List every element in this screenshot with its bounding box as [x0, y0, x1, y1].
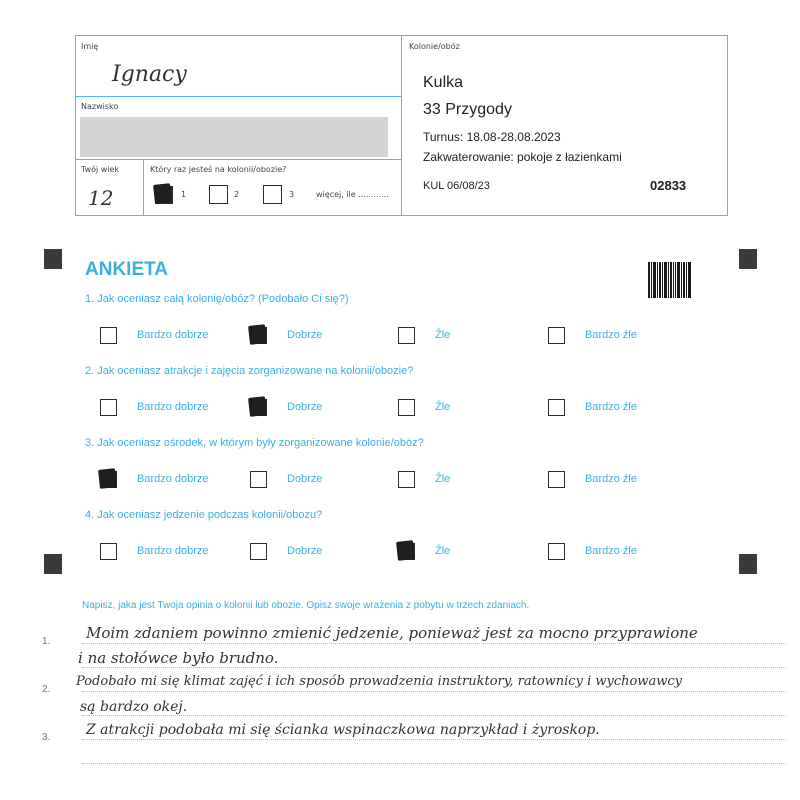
question-1-checkbox-3[interactable] [398, 327, 415, 344]
question-2-checkbox-3[interactable] [398, 399, 415, 416]
alignment-marker-bottom-left [44, 554, 62, 574]
question-3-option-3: Źle [435, 473, 451, 485]
question-1-checkbox-2[interactable] [250, 327, 267, 344]
answer-line [82, 643, 786, 644]
question-3-text: 3. Jak oceniasz ośrodek, w którym były zorganizowane kolonie/obóz? [85, 437, 424, 449]
visit-count-option-3: 3 [289, 190, 295, 199]
question-3-checkbox-3[interactable] [398, 471, 415, 488]
header-divider-age-vertical [143, 159, 144, 216]
alignment-marker-bottom-right [739, 554, 757, 574]
question-2-option-4: Bardzo źle [585, 401, 637, 413]
visit-count-checkbox-2[interactable] [209, 185, 228, 204]
question-4-checkbox-2[interactable] [250, 543, 267, 560]
camp-code: KUL 06/08/23 [423, 180, 490, 192]
question-1-checkbox-1[interactable] [100, 327, 117, 344]
question-1-option-1: Bardzo dobrze [137, 329, 209, 341]
question-2-option-1: Bardzo dobrze [137, 401, 209, 413]
question-2-option-3: Źle [435, 401, 451, 413]
age-label: Twój wiek [81, 165, 120, 174]
question-4-checkbox-4[interactable] [548, 543, 565, 560]
question-1-option-2: Dobrze [287, 329, 323, 341]
line-number-1: 1. [42, 636, 51, 647]
question-4-option-2: Dobrze [287, 545, 323, 557]
answer-line [82, 667, 786, 668]
answer-line [82, 739, 786, 740]
line-number-3: 3. [42, 732, 51, 743]
line-number-2: 2. [42, 684, 51, 695]
visit-count-option-2: 2 [234, 190, 240, 199]
opinion-line-5[interactable]: Z atrakcji podobała mi się ścianka wspinaczkowa naprzykład i żyroskop. [86, 722, 600, 738]
camp-turnus: Turnus: 18.08-28.08.2023 [423, 130, 561, 144]
question-4-checkbox-3[interactable] [398, 543, 415, 560]
answer-line [82, 715, 786, 716]
question-3-option-1: Bardzo dobrze [137, 473, 209, 485]
question-2-checkbox-4[interactable] [548, 399, 565, 416]
question-3-checkbox-1[interactable] [100, 471, 117, 488]
answer-line [82, 691, 786, 692]
question-4-option-3: Źle [435, 545, 451, 557]
question-3-option-2: Dobrze [287, 473, 323, 485]
question-4-checkbox-1[interactable] [100, 543, 117, 560]
barcode-icon [648, 262, 692, 298]
last-name-label: Nazwisko [81, 102, 119, 111]
opinion-line-1[interactable]: Moim zdaniem powinno zmienić jedzenie, ponieważ jest za mocno przyprawione [86, 624, 698, 642]
question-4-option-1: Bardzo dobrze [137, 545, 209, 557]
first-name-label: Imię [81, 42, 99, 51]
question-1-text: 1. Jak oceniasz całą kolonię/obóz? (Podobało Ci się?) [85, 293, 349, 305]
header-divider-age [75, 159, 401, 160]
question-2-checkbox-2[interactable] [250, 399, 267, 416]
visit-count-checkbox-3[interactable] [263, 185, 282, 204]
question-4-text: 4. Jak oceniasz jedzenie podczas kolonii/obozu? [85, 509, 323, 521]
question-3-option-4: Bardzo źle [585, 473, 637, 485]
survey-title: ANKIETA [85, 259, 169, 280]
opinion-prompt: Napisz, jaka jest Twoja opinia o kolonii lub obozie. Opisz swoje wrażenia z pobytu w trzech zdaniach. [82, 600, 530, 611]
question-4-option-4: Bardzo źle [585, 545, 637, 557]
camp-number: 02833 [650, 178, 687, 193]
alignment-marker-top-right [739, 249, 757, 269]
visit-count-option-more: więcej, ile ............ [316, 190, 389, 199]
question-3-checkbox-4[interactable] [548, 471, 565, 488]
answer-line [82, 763, 786, 764]
question-1-option-3: Źle [435, 329, 451, 341]
question-2-text: 2. Jak oceniasz atrakcje i zajęcia zorganizowane na kolonii/obozie? [85, 365, 414, 377]
alignment-marker-top-left [44, 249, 62, 269]
opinion-line-3[interactable]: Podobało mi się klimat zajęć i ich sposób prowadzenia instruktory, ratownicy i wychowawcy [76, 674, 682, 689]
question-2-option-2: Dobrze [287, 401, 323, 413]
opinion-line-2[interactable]: i na stołówce było brudno. [78, 649, 279, 667]
camp-accommodation: Zakwaterowanie: pokoje z łazienkami [423, 150, 622, 164]
visit-count-checkbox-1[interactable] [155, 186, 173, 204]
first-name-value[interactable]: Ignacy [112, 62, 187, 87]
age-value[interactable]: 12 [88, 186, 114, 210]
last-name-redacted [80, 117, 388, 157]
visit-count-label: Który raz jesteś na kolonii/obozie? [150, 165, 287, 174]
header-divider-name [75, 96, 401, 97]
question-1-checkbox-4[interactable] [548, 327, 565, 344]
camp-program: 33 Przygody [423, 101, 512, 118]
opinion-line-4[interactable]: są bardzo okej. [80, 699, 188, 715]
camp-name: Kulka [423, 74, 464, 91]
header-divider-vertical [401, 35, 402, 216]
visit-count-option-1: 1 [181, 190, 187, 199]
question-3-checkbox-2[interactable] [250, 471, 267, 488]
question-2-checkbox-1[interactable] [100, 399, 117, 416]
question-1-option-4: Bardzo źle [585, 329, 637, 341]
camp-label: Kolonie/obóz [409, 42, 460, 51]
